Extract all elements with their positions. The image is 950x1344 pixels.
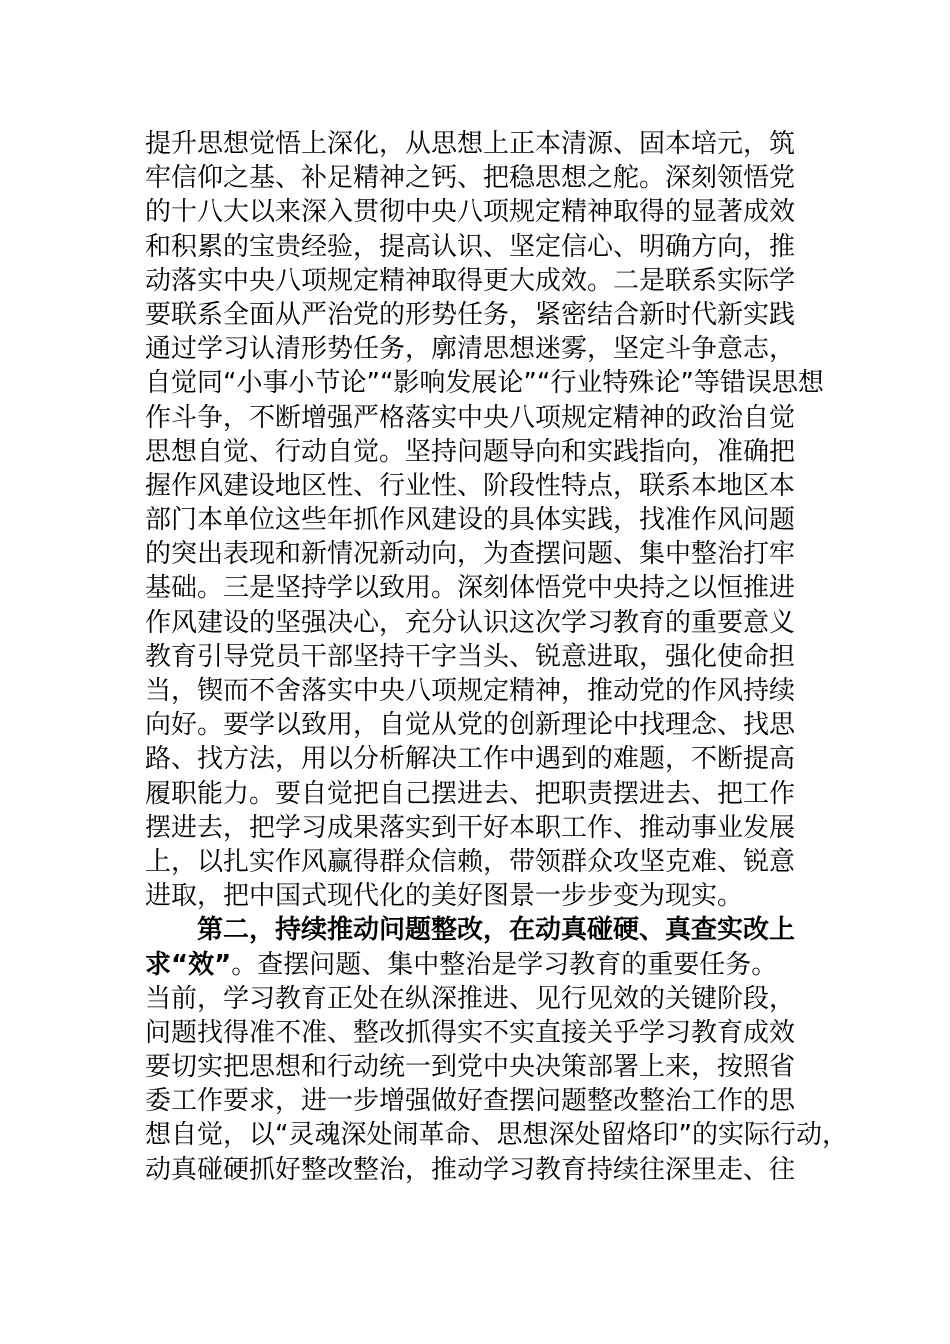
body-text	[145, 127, 848, 1187]
text-line: 牢信仰之基、补足精神之钙、把稳思想之舵。深刻领悟党	[145, 163, 796, 194]
text-line: 握作风建设地区性、行业性、阶段性特点，联系本地区本	[145, 470, 796, 501]
text-line: 的十八大以来深入贯彻中央八项规定精神取得的显著成效	[145, 197, 796, 228]
text-line: 上，以扎实作风赢得群众信赖，带领群众攻坚克难、锐意	[145, 846, 796, 877]
text-line: 履职能力。要自觉把自己摆进去、把职责摆进去、把工作	[145, 778, 796, 809]
text-line: 进取，把中国式现代化的美好图景一步步变为现实。	[145, 881, 744, 912]
text-line: 和积累的宝贵经验，提高认识、坚定信心、明确方向，推	[145, 231, 796, 262]
text-line: 的突出表现和新情况新动向，为查摆问题、集中整治打牢	[145, 539, 796, 570]
text-line: 作风建设的坚强决心，充分认识这次学习教育的重要意义	[145, 607, 796, 638]
section-heading: 第二，持续推动问题整改，在动真碰硬、真查实改上	[197, 915, 796, 946]
text-line: 想自觉，以“灵魂深处闹革命、思想深处留烙印”的实际行动，	[145, 1120, 848, 1151]
text-line: 自觉同“小事小节论”“影响发展论”“行业特殊论”等错误思想	[145, 368, 824, 399]
text-line: 动落实中央八项规定精神取得更大成效。二是联系实际学	[145, 265, 796, 296]
text-line	[145, 948, 820, 982]
text-line: 向好。要学以致用，自觉从党的创新理论中找理念、找思	[145, 710, 796, 741]
text-line: 思想自觉、行动自觉。坚持问题导向和实践指向，准确把	[145, 436, 796, 467]
text-line: 作斗争，不断增强严格落实中央八项规定精神的政治自觉	[145, 402, 796, 433]
section-heading-tail: 求“效”	[145, 949, 232, 980]
text-line: 要切实把思想和行动统一到党中央决策部署上来，按照省	[145, 1052, 796, 1083]
text-line: 摆进去，把学习成果落实到干好本职工作、推动事业发展	[145, 812, 796, 843]
text-line: 教育引导党员干部坚持干字当头、锐意进取，强化使命担	[145, 641, 796, 672]
text-line: 通过学习认清形势任务，廓清思想迷雾，坚定斗争意志，	[145, 334, 796, 365]
text-line: 当前，学习教育正处在纵深推进、见行见效的关键阶段，	[145, 983, 796, 1014]
text-line: 提升思想觉悟上深化，从思想上正本清源、固本培元，筑	[145, 129, 796, 159]
section-body-start: 。查摆问题、集中整治是学习教育的重要任务。	[231, 949, 778, 980]
text-line: 要联系全面从严治党的形势任务，紧密结合新时代新实践	[145, 299, 796, 330]
text-line: 委工作要求，进一步增强做好查摆问题整改整治工作的思	[145, 1086, 796, 1117]
text-line: 基础。三是坚持学以致用。深刻体悟党中央持之以恒推进	[145, 573, 796, 604]
text-line: 当，锲而不舍落实中央八项规定精神，推动党的作风持续	[145, 676, 796, 706]
text-line: 动真碰硬抓好整改整治，推动学习教育持续往深里走、往	[145, 1154, 796, 1185]
text-line: 路、找方法，用以分析解决工作中遇到的难题，不断提高	[145, 744, 796, 775]
text-line: 部门本单位这些年抓作风建设的具体实践，找准作风问题	[145, 505, 796, 536]
text-line: 问题找得准不准、整改抓得实不实直接关乎学习教育成效	[145, 1017, 796, 1048]
section-heading-line	[145, 913, 820, 947]
